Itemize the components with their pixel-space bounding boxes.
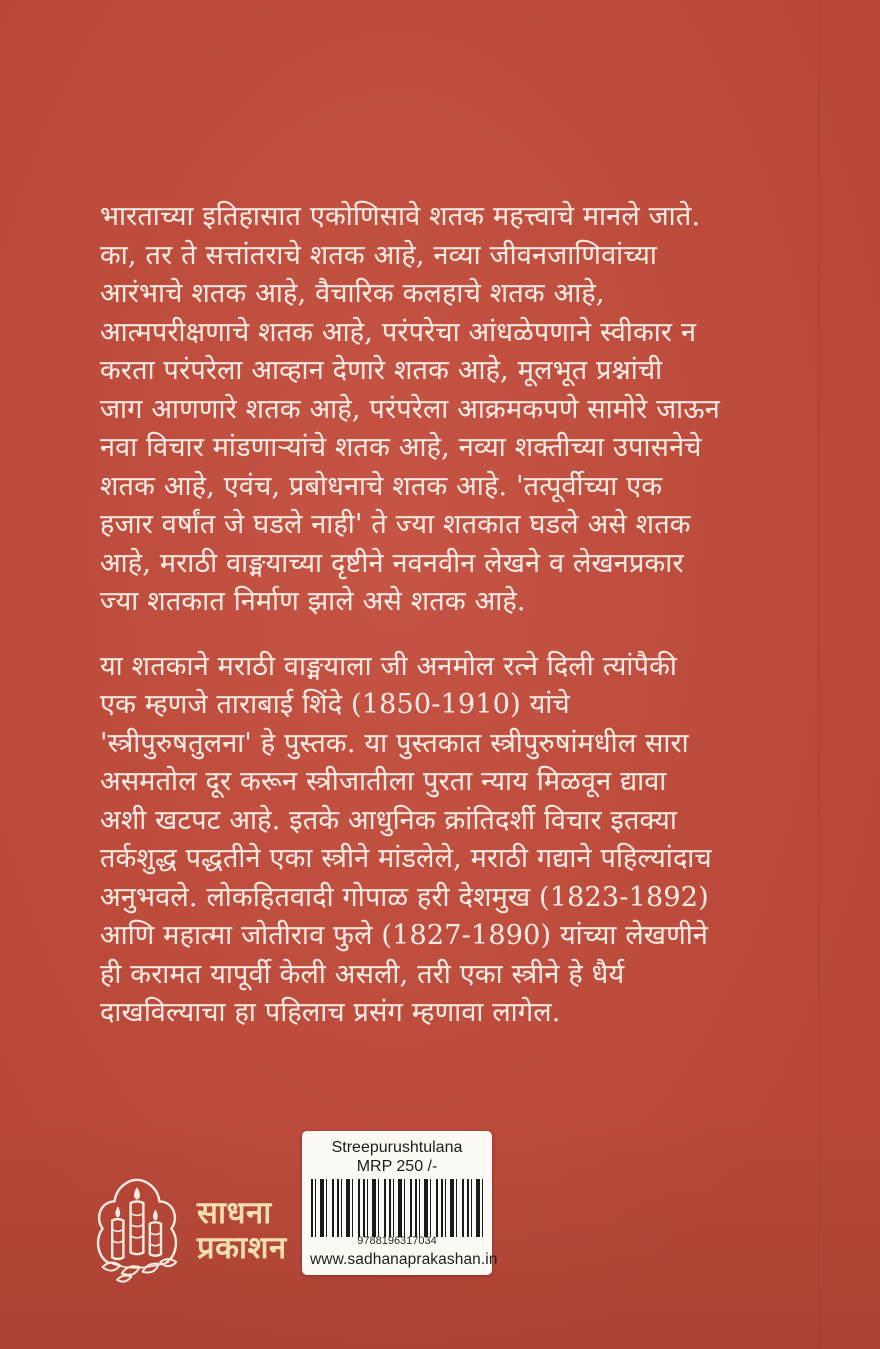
blurb-paragraph-2 xyxy=(100,648,790,1033)
text-line: आत्मपरीक्षणाचे शतक आहे, परंपरेचा आंधळेपणाने स्वीकार न xyxy=(100,316,697,348)
publisher-name xyxy=(197,1196,287,1266)
text-line: ज्या शतकात निर्माण झाले असे शतक आहे. xyxy=(100,586,526,617)
barcode-book-title: Streepurushtulana xyxy=(331,1139,463,1156)
text-line: असमतोल दूर करून स्त्रीजातीला पुरता न्याय मिळवून द्यावा xyxy=(100,766,667,797)
text-line: दाखविल्याचा हा पहिलाच प्रसंग म्हणावा लागेल. xyxy=(100,997,561,1028)
publisher-name-line1: साधना xyxy=(197,1195,272,1231)
text-line: ही करामत यापूर्वी केली असली, तरी एका स्त्रीने हे धैर्य xyxy=(100,958,625,990)
text-line: करता परंपरेला आव्हान देणारे शतक आहे, मूलभूत प्रश्नांची xyxy=(100,355,663,386)
barcode-mrp: MRP 250 /- xyxy=(356,1158,438,1175)
text-line: शतक आहे, एवंच, प्रबोधनाचे शतक आहे. 'तत्पूर्वीच्या एक xyxy=(100,470,663,502)
text-line: आहे, मराठी वाङ्मयाच्या दृष्टीने नवनवीन लेखने व लेखनप्रकार xyxy=(100,547,684,579)
text-line: आणि महात्मा जोतीराव फुले (1827-1890) यांच्या लेखणीने xyxy=(100,920,709,951)
three-candles-icon xyxy=(93,1172,181,1290)
text-line: अशी खटपट आहे. इतके आधुनिक क्रांतिदर्शी विचार इतक्या xyxy=(100,804,678,836)
barcode-label xyxy=(302,1131,498,1275)
text-line: नवा विचार मांडणाऱ्यांचे शतक आहे, नव्या शक्तीच्या उपासनेचे xyxy=(100,432,702,463)
cover-crease-artifact xyxy=(818,0,821,1349)
text-line: एक म्हणजे ताराबाई शिंदे (1850-1910) यांचे xyxy=(100,689,570,720)
text-line: तर्कशुद्ध पद्धतीने एका स्त्रीने मांडलेले, मराठी गद्याने पहिल्यांदाच xyxy=(100,843,712,874)
blurb-paragraph-1 xyxy=(100,198,790,622)
text-line: भारताच्या इतिहासात एकोणिसावे शतक महत्त्वाचे मानले जाते. xyxy=(100,201,701,232)
publisher-name-line2: प्रकाशन xyxy=(197,1230,287,1266)
text-line: हजार वर्षांत जे घडले नाही' ते ज्या शतकात घडले असे शतक xyxy=(100,509,691,540)
blurb-text xyxy=(100,198,790,1059)
text-line: जाग आणणारे शतक आहे, परंपरेला आक्रमकपणे सामोरे जाऊन xyxy=(100,393,720,425)
text-line: 'स्त्रीपुरुषतुलना' हे पुस्तक. या पुस्तकात स्त्रीपुरुषांमधील सारा xyxy=(100,727,689,759)
text-line: अनुभवले. लोकहितवादी गोपाळ हरी देशमुख (1823-1892) xyxy=(100,881,709,913)
barcode-bars xyxy=(311,1179,483,1237)
barcode-isbn-number: 9788196317034 xyxy=(357,1235,437,1247)
text-line: आरंभाचे शतक आहे, वैचारिक कलहाचे शतक आहे, xyxy=(100,278,605,309)
publisher-logo xyxy=(93,1172,287,1290)
text-line: या शतकाने मराठी वाङ्मयाला जी अनमोल रत्ने दिली त्यांपैकी xyxy=(100,650,678,682)
publisher-website: www.sadhanaprakashan.in xyxy=(310,1251,498,1268)
text-line: का, तर ते सत्तांतराचे शतक आहे, नव्या जीवनजाणिवांच्या xyxy=(100,239,658,271)
